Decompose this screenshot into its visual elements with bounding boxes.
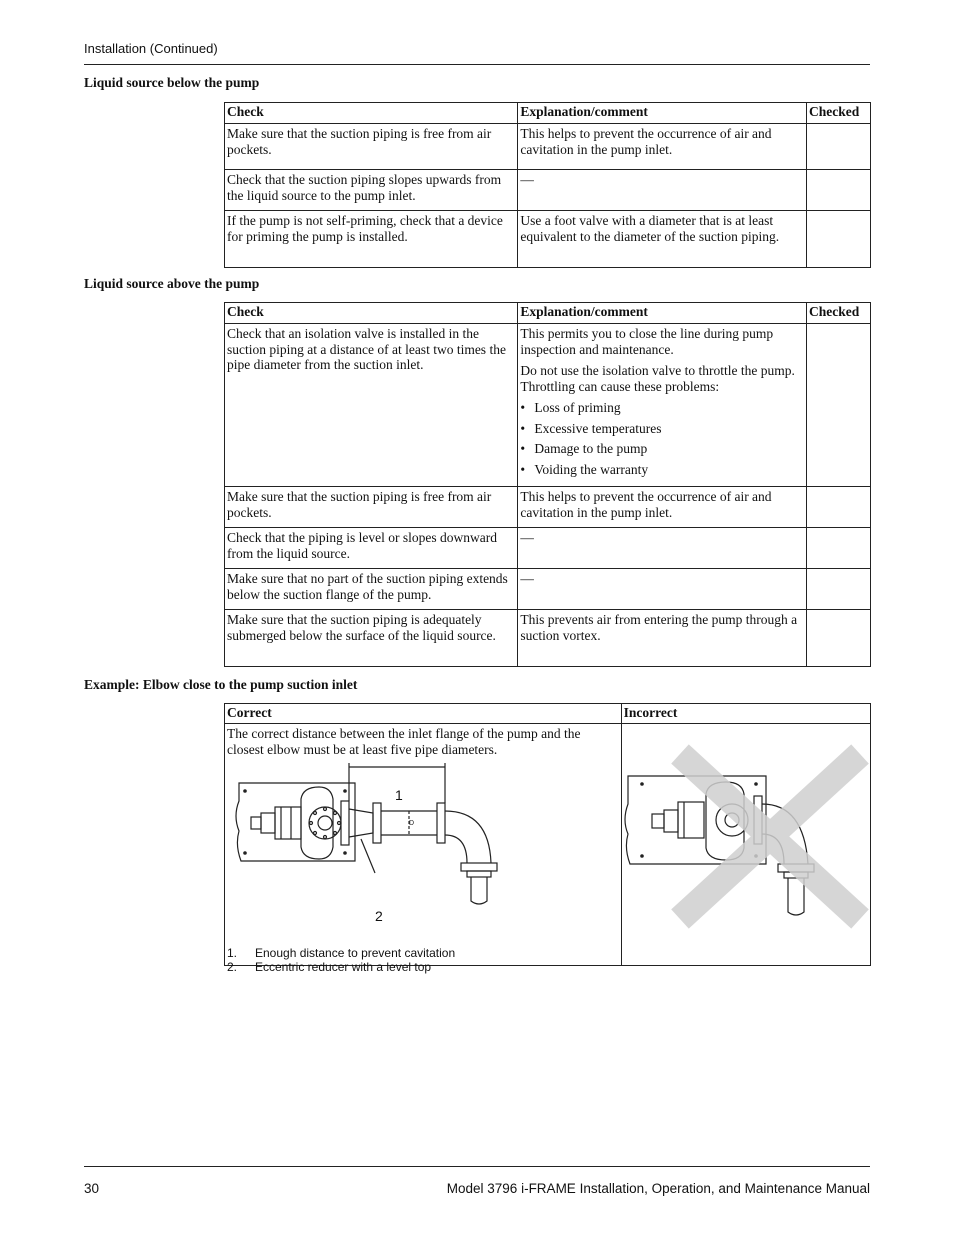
checked-cell xyxy=(807,324,871,487)
problem-list xyxy=(520,400,804,477)
correct-cell xyxy=(225,724,622,974)
col-header-explanation: Explanation/comment xyxy=(518,303,807,324)
col-header-correct: Correct xyxy=(225,704,622,724)
col-header-incorrect: Incorrect xyxy=(621,704,870,724)
running-header: Installation (Continued) xyxy=(84,41,218,56)
check-cell: Check that an isolation valve is installed in the suction piping at a distance of at least two times the pipe diameter from the suction inlet. xyxy=(225,324,518,487)
checklist-table-above xyxy=(224,302,871,667)
check-cell: Make sure that the suction piping is free from air pockets. xyxy=(225,487,518,528)
explanation-cell: This helps to prevent the occurrence of air and cavitation in the pump inlet. xyxy=(518,487,807,528)
checklist-table-below xyxy=(224,102,871,268)
explanation-cell: This prevents air from entering the pump through a suction vortex. xyxy=(518,610,807,667)
check-cell: Make sure that no part of the suction piping extends below the suction flange of the pump. xyxy=(225,569,518,610)
callout-2: 2 xyxy=(375,908,383,924)
section-heading-above: Liquid source above the pump xyxy=(84,276,260,291)
checked-cell xyxy=(807,211,871,268)
diameter-label: D xyxy=(409,820,415,827)
col-header-explanation: Explanation/comment xyxy=(518,103,807,124)
explanation-cell xyxy=(518,324,807,487)
explanation-cell: — xyxy=(518,170,807,211)
list-item: • Loss of priming xyxy=(520,400,621,415)
table-row xyxy=(225,170,871,211)
col-header-check: Check xyxy=(225,103,518,124)
example-table xyxy=(224,703,871,974)
table-row xyxy=(225,528,871,569)
checked-cell xyxy=(807,124,871,170)
figure-legend xyxy=(227,946,455,974)
checked-cell xyxy=(807,170,871,211)
col-header-checked: Checked xyxy=(807,103,871,124)
explanation-cell: This helps to prevent the occurrence of air and cavitation in the pump inlet. xyxy=(518,124,807,170)
section-heading-below: Liquid source below the pump xyxy=(84,75,260,90)
callout-1: 1 xyxy=(395,787,403,803)
legend-item: 1. Enough distance to prevent cavitation xyxy=(227,946,456,960)
checked-cell xyxy=(807,528,871,569)
table-row xyxy=(225,610,871,667)
list-item: • Damage to the pump xyxy=(520,441,648,456)
checked-cell xyxy=(807,487,871,528)
manual-title: Model 3796 i-FRAME Installation, Operation, and Maintenance Manual xyxy=(446,1181,870,1196)
explanation-cell: — xyxy=(518,528,807,569)
header-rule xyxy=(84,64,870,65)
table-row xyxy=(225,211,871,268)
legend-item: 2. Eccentric reducer with a level top xyxy=(227,960,432,974)
incorrect-cell xyxy=(621,724,870,966)
col-header-checked: Checked xyxy=(807,303,871,324)
correct-description: The correct distance between the inlet flange of the pump and the closest elbow must be at least five pipe diameters. xyxy=(227,726,581,757)
checked-cell xyxy=(807,569,871,610)
explanation-paragraph: This permits you to close the line during pump inspection and maintenance. xyxy=(520,326,774,357)
table-row xyxy=(225,324,871,487)
check-cell: Make sure that the suction piping is adequately submerged below the surface of the liquid source. xyxy=(225,610,518,667)
list-item: • Excessive temperatures xyxy=(520,420,662,436)
page-number: 30 xyxy=(84,1181,100,1196)
check-cell: Check that the piping is level or slopes downward from the liquid source. xyxy=(225,528,518,569)
incorrect-x-mark xyxy=(680,754,860,919)
section-heading-example: Example: Elbow close to the pump suction inlet xyxy=(84,677,358,692)
checked-cell xyxy=(807,610,871,667)
check-cell: Check that the suction piping slopes upwards from the liquid source to the pump inlet. xyxy=(225,170,518,211)
list-item: • Voiding the warranty xyxy=(520,461,649,477)
table-row xyxy=(225,569,871,610)
correct-installation-diagram xyxy=(227,761,527,911)
check-cell: Make sure that the suction piping is free from air pockets. xyxy=(225,124,518,170)
explanation-paragraph: Do not use the isolation valve to throttle the pump. Throttling can cause these problems: xyxy=(520,363,795,394)
col-header-check: Check xyxy=(225,303,518,324)
explanation-cell: Use a foot valve with a diameter that is at least equivalent to the diameter of the suction piping. xyxy=(518,211,807,268)
explanation-cell: — xyxy=(518,569,807,610)
check-cell: If the pump is not self-priming, check that a device for priming the pump is installed. xyxy=(225,211,518,268)
table-row xyxy=(225,487,871,528)
incorrect-installation-diagram xyxy=(622,724,870,962)
table-row xyxy=(225,124,871,170)
footer-rule xyxy=(84,1166,870,1167)
